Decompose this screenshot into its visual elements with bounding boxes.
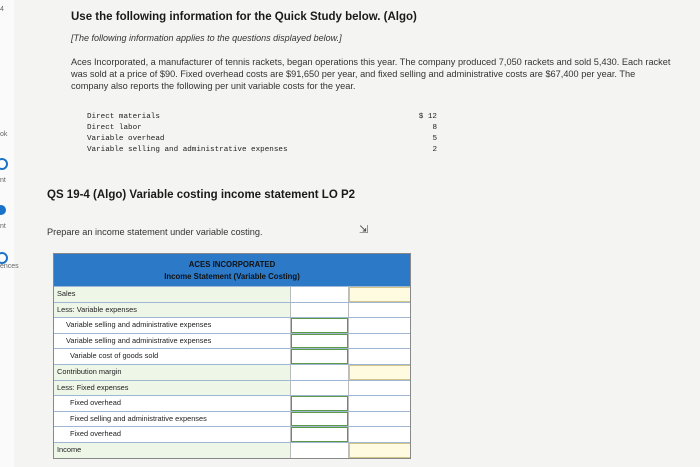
amount-cell[interactable] <box>349 427 410 442</box>
mouse-cursor-icon: ⇲ <box>359 224 369 236</box>
cost-row <box>87 145 437 156</box>
amount-cell[interactable] <box>349 412 410 427</box>
question-subtitle: [The following information applies to the questions displayed below.] <box>71 33 342 43</box>
amount-cell[interactable] <box>291 381 349 396</box>
amount-input[interactable] <box>349 287 410 302</box>
row-label-dropdown[interactable]: Income <box>54 443 291 458</box>
cost-label: Variable selling and administrative expenses <box>87 146 288 154</box>
row-label-dropdown[interactable]: Fixed overhead <box>54 427 291 442</box>
amount-input[interactable] <box>349 443 410 458</box>
amount-input[interactable] <box>349 365 410 380</box>
row-label-dropdown[interactable]: Sales <box>54 287 291 302</box>
question-paragraph: Aces Incorporated, a manufacturer of tennis rackets, began operations this year. The company produced 7,050 rackets and sold 5,430. Each racket was sold at a price of $90. Fixed overhead costs are $91,650 per year, and fixed selling and administrative costs are $67,400 per year. The company also reports the following per unit variable costs for the year. <box>71 57 671 91</box>
left-sidebar <box>0 0 14 467</box>
amount-input[interactable] <box>291 412 349 427</box>
cost-value: 2 <box>432 146 437 154</box>
amount-cell[interactable] <box>349 396 410 411</box>
cost-label: Variable overhead <box>87 135 165 143</box>
sidebar-item-2[interactable]: ok <box>0 131 8 138</box>
row-label-dropdown[interactable]: Fixed selling and administrative expenses <box>54 412 291 427</box>
row-label-dropdown[interactable]: Variable selling and administrative expenses <box>54 334 291 349</box>
row-label-dropdown[interactable]: Less: Variable expenses <box>54 303 291 318</box>
sidebar-item-4[interactable]: nt <box>0 223 6 230</box>
sidebar-item-5[interactable]: ences <box>0 263 19 270</box>
amount-input[interactable] <box>291 396 349 411</box>
table-row <box>54 286 410 302</box>
row-label-dropdown[interactable]: Fixed overhead <box>54 396 291 411</box>
table-row <box>54 426 410 442</box>
amount-cell[interactable] <box>349 318 410 333</box>
cost-row <box>87 134 437 145</box>
amount-cell[interactable] <box>349 334 410 349</box>
income-statement-table <box>53 253 411 459</box>
qs-title: QS 19-4 (Algo) Variable costing income statement LO P2 <box>47 189 356 201</box>
amount-input[interactable] <box>291 334 349 349</box>
table-row <box>54 302 410 318</box>
unit-cost-list <box>87 112 437 156</box>
row-label-dropdown[interactable]: Variable selling and administrative expenses <box>54 318 291 333</box>
table-row <box>54 380 410 396</box>
amount-input[interactable] <box>291 349 349 364</box>
table-row <box>54 411 410 427</box>
cost-value: 5 <box>432 135 437 143</box>
row-label-dropdown[interactable]: Less: Fixed expenses <box>54 381 291 396</box>
amount-cell[interactable] <box>349 303 410 318</box>
question-title: Use the following information for the Quick Study below. (Algo) <box>71 11 417 23</box>
company-name: ACES INCORPORATED <box>188 260 276 269</box>
amount-cell[interactable] <box>291 365 349 380</box>
row-label-dropdown[interactable]: Variable cost of goods sold <box>54 349 291 364</box>
cost-label: Direct labor <box>87 124 142 132</box>
sidebar-item-1[interactable]: 4 <box>0 6 4 13</box>
table-row <box>54 348 410 364</box>
sidebar-item-3[interactable]: nt <box>0 177 6 184</box>
cost-value: 8 <box>432 124 437 132</box>
amount-cell[interactable] <box>291 287 349 302</box>
amount-cell[interactable] <box>291 443 349 458</box>
table-row <box>54 442 410 458</box>
amount-input[interactable] <box>291 318 349 333</box>
table-header <box>54 254 410 286</box>
statement-name: Income Statement (Variable Costing) <box>164 272 300 281</box>
amount-cell[interactable] <box>349 349 410 364</box>
cost-row <box>87 112 437 123</box>
cost-label: Direct materials <box>87 113 160 121</box>
cost-value: $ 12 <box>418 113 437 121</box>
amount-input[interactable] <box>291 427 349 442</box>
row-label-dropdown[interactable]: Contribution margin <box>54 365 291 380</box>
qs-prompt: Prepare an income statement under variable costing. <box>47 227 263 237</box>
table-row <box>54 395 410 411</box>
table-row <box>54 317 410 333</box>
amount-cell[interactable] <box>349 381 410 396</box>
cost-row <box>87 123 437 134</box>
table-row <box>54 333 410 349</box>
table-row <box>54 364 410 380</box>
amount-cell[interactable] <box>291 303 349 318</box>
